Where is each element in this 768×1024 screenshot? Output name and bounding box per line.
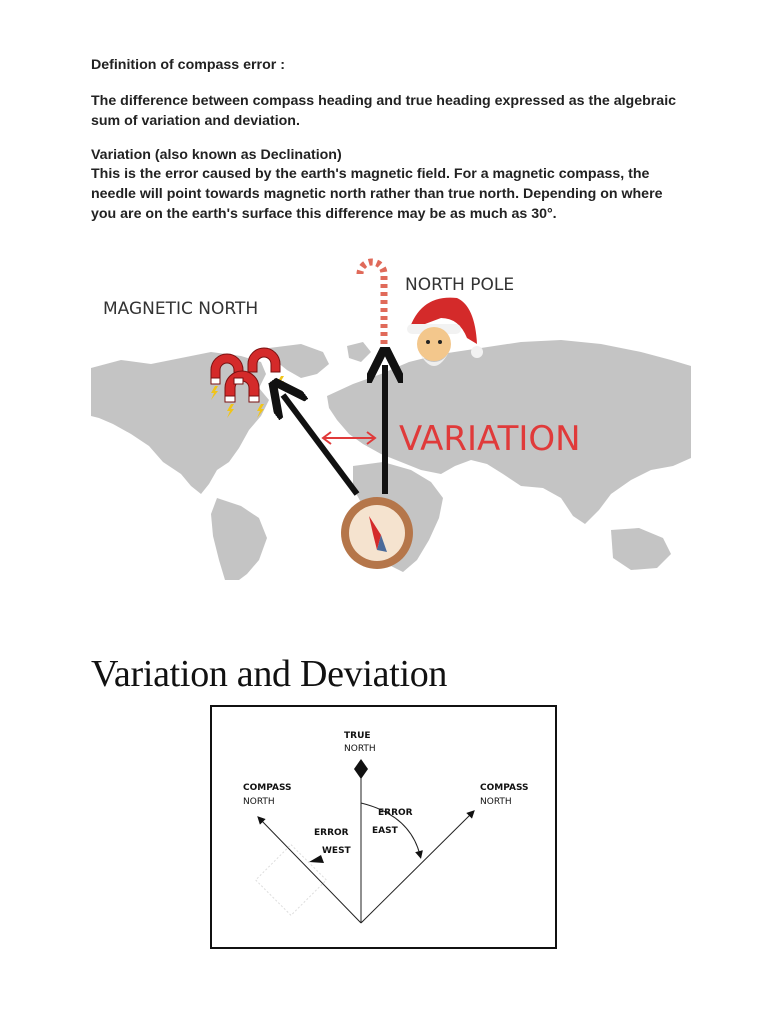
magnetic-north-label: MAGNETIC NORTH	[103, 299, 259, 319]
compass-right-label: COMPASS	[480, 783, 529, 793]
variation-illustration	[91, 248, 691, 580]
north-pole-label: NORTH POLE	[405, 275, 515, 295]
east-label: EAST	[372, 826, 398, 836]
compass-left-label: COMPASS	[243, 783, 292, 793]
compass-error-diagram	[210, 705, 557, 949]
compass-left-north-label: NORTH	[243, 797, 275, 807]
definition-heading: Definition of compass error :	[91, 57, 285, 73]
definition-text: The difference between compass heading and true heading expressed as the algebraic sum of variation and deviation.	[91, 93, 677, 129]
error-east-label: ERROR	[378, 808, 413, 818]
true-north-label: NORTH	[344, 744, 376, 754]
compass-right-north-label: NORTH	[480, 797, 512, 807]
error-west-label: ERROR	[314, 828, 349, 838]
compass-icon	[341, 497, 413, 569]
true-label: TRUE	[344, 731, 371, 741]
variation-text: This is the error caused by the earth's magnetic field. For a magnetic compass, the needle will point towards magnetic north rather than true north. Depending on where you are on the earth's surface this difference may be as much as 30°.	[91, 166, 663, 222]
variation-heading: Variation (also known as Declination)	[91, 147, 342, 163]
candy-cane-icon	[360, 262, 384, 352]
variation-label: VARIATION	[399, 419, 581, 459]
west-label: WEST	[322, 846, 351, 856]
variation-deviation-title: Variation and Deviation	[91, 653, 448, 695]
